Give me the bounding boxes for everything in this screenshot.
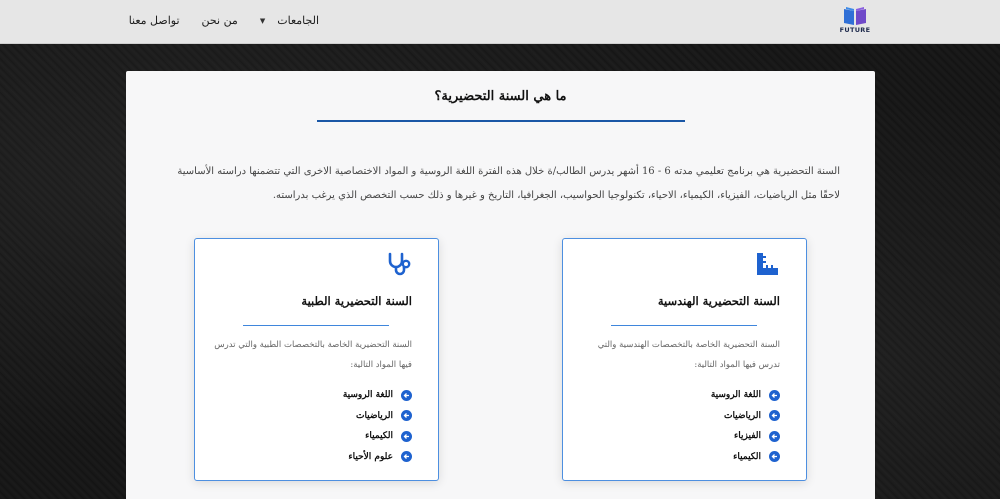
nav-universities-dropdown[interactable] [260,14,319,27]
subject-label: الفيزياء [734,431,761,442]
list-item [343,426,412,447]
list-item [343,406,412,427]
ruler-icon [754,251,780,277]
arrow-left-circle-icon [401,431,412,442]
logo-text: FUTURE [839,26,871,34]
subject-label: الرياضيات [355,410,393,421]
book-logo-icon [842,6,868,26]
list-item [711,447,780,468]
engineering-program-card [562,238,807,481]
medical-program-description: السنة التحضيرية الخاصة بالتخصصات الطبية والتي تدرس فيها المواد التالية: [214,340,412,370]
nav-about-label: من نحن [201,14,238,27]
engineering-title-divider [611,325,757,326]
site-logo[interactable] [838,6,872,40]
main-content-card [126,71,875,499]
stethoscope-icon [386,251,412,277]
subject-label: الكيمياء [733,451,761,462]
page-title: ما هي السنة التحضيرية؟ [434,89,567,104]
medical-program-title: السنة التحضيرية الطبية [301,294,412,308]
list-item [711,426,780,447]
list-item [343,385,412,406]
nav-contact-label: تواصل معنا [128,14,180,27]
engineering-subjects-list [711,385,780,467]
arrow-left-circle-icon [769,410,780,421]
subject-label: اللغة الروسية [342,390,393,401]
intro-paragraph: السنة التحضيرية هي برنامج تعليمي مدته 6 - 16 أشهر يدرس الطالب/ة خلال هذه الفترة اللغة الروسية و المواد الاختصاصية الاخرى التي تتضمنها دراسته الأساسية لاحقًا مثل الرياضيات، الفيزياء، الكيمياء، الاحياء، تكنولوجيا الحواسيب، الجغرافيا، التاريخ و غيرها و ذلك حسب التخصص الذي يرغب بدراسته. [177,166,840,201]
subject-label: علوم الأحياء [348,451,393,462]
arrow-left-circle-icon [769,431,780,442]
arrow-left-circle-icon [401,451,412,462]
subject-label: اللغة الروسية [710,390,761,401]
medical-title-divider [243,325,389,326]
list-item [711,385,780,406]
navbar [0,0,1000,44]
medical-program-card [194,238,439,481]
subject-label: الكيمياء [365,431,393,442]
nav-about-link[interactable] [202,14,238,27]
list-item [711,406,780,427]
arrow-left-circle-icon [401,410,412,421]
engineering-program-title: السنة التحضيرية الهندسية [657,294,780,308]
title-underline [317,120,685,122]
arrow-left-circle-icon [769,390,780,401]
arrow-left-circle-icon [401,390,412,401]
nav-universities-label: الجامعات [277,14,319,27]
list-item [343,447,412,468]
nav-menu [129,14,319,27]
subject-label: الرياضيات [723,410,761,421]
medical-subjects-list [343,385,412,467]
caret-down-icon: ▼ [259,16,266,25]
arrow-left-circle-icon [769,451,780,462]
nav-contact-link[interactable] [129,14,180,27]
engineering-program-description: السنة التحضيرية الخاصة بالتخصصات الهندسية والتي تدرس فيها المواد التالية: [597,340,780,370]
